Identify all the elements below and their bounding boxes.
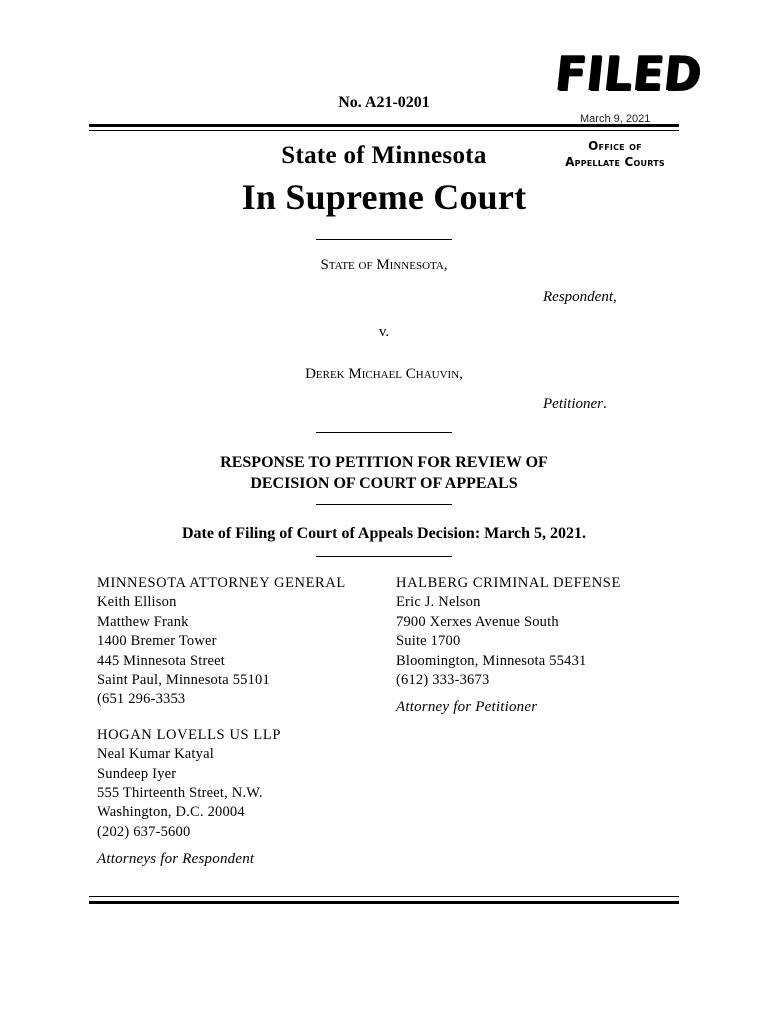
party-petitioner: Derek Michael Chauvin, [305, 366, 463, 382]
counsel-line: Sundeep Iyer [97, 765, 177, 782]
counsel-line: 7900 Xerxes Avenue South [396, 613, 559, 630]
counsel-right-column [396, 574, 621, 718]
counsel-line: Saint Paul, Minnesota 55101 [97, 672, 270, 689]
counsel-line: Eric J. Nelson [396, 594, 481, 611]
office-stamp-line2: Appellate Courts [565, 155, 665, 169]
counsel-firm-ag: MINNESOTA ATTORNEY GENERAL [97, 575, 346, 591]
footer-rule-thin [89, 896, 679, 897]
counsel-line: 445 Minnesota Street [97, 652, 226, 669]
counsel-line: Keith Ellison [97, 594, 177, 611]
divider-rule [316, 556, 452, 557]
document-title-line1: RESPONSE TO PETITION FOR REVIEW OF [220, 454, 548, 471]
versus: v. [378, 324, 390, 340]
counsel-line: (202) 637-5600 [97, 823, 191, 840]
petitioner-role: Petitioner. [543, 396, 607, 412]
counsel-line: 1400 Bremer Tower [97, 633, 217, 650]
counsel-line: 555 Thirteenth Street, N.W. [97, 785, 263, 802]
counsel-line: Neal Kumar Katyal [97, 746, 214, 763]
counsel-line: Suite 1700 [396, 633, 461, 650]
filing-date-line: Date of Filing of Court of Appeals Decision: March 5, 2021. [181, 525, 587, 542]
footer-rule-thick [89, 901, 679, 904]
counsel-line: (612) 333-3673 [396, 672, 490, 689]
document-title-line2: DECISION OF COURT OF APPEALS [250, 475, 518, 492]
counsel-firm-halberg: HALBERG CRIMINAL DEFENSE [396, 575, 621, 591]
respondent-role-text: Respondent [543, 289, 613, 305]
divider-rule [316, 432, 452, 433]
filed-stamp-date: March 9, 2021 [580, 113, 651, 125]
office-stamp-line1: Office of [588, 139, 642, 153]
counsel-left-column [97, 574, 346, 870]
attorney-for-petitioner: Attorney for Petitioner [396, 699, 538, 716]
docket-number: No. A21-0201 [338, 94, 430, 111]
counsel-firm-hogan: HOGAN LOVELLS US LLP [97, 726, 281, 743]
header-rule-thin [89, 130, 679, 131]
respondent-role: Respondent, [543, 289, 617, 305]
document-title [0, 452, 768, 494]
counsel-line: Matthew Frank [97, 613, 189, 630]
divider-rule [316, 504, 452, 505]
counsel-line: Washington, D.C. 20004 [97, 804, 245, 821]
court-name: In Supreme Court [241, 177, 527, 217]
filed-stamp: FILED [553, 46, 705, 102]
party-respondent: State of Minnesota, [320, 257, 448, 273]
attorneys-for-respondent: Attorneys for Respondent [97, 851, 255, 868]
petitioner-role-text: Petitioner [543, 396, 603, 412]
counsel-line: (651 296-3353 [97, 691, 186, 708]
header-rule-thick [89, 124, 679, 127]
court-state: State of Minnesota [281, 142, 487, 169]
divider-rule [316, 239, 452, 240]
counsel-line: Bloomington, Minnesota 55431 [396, 652, 587, 669]
